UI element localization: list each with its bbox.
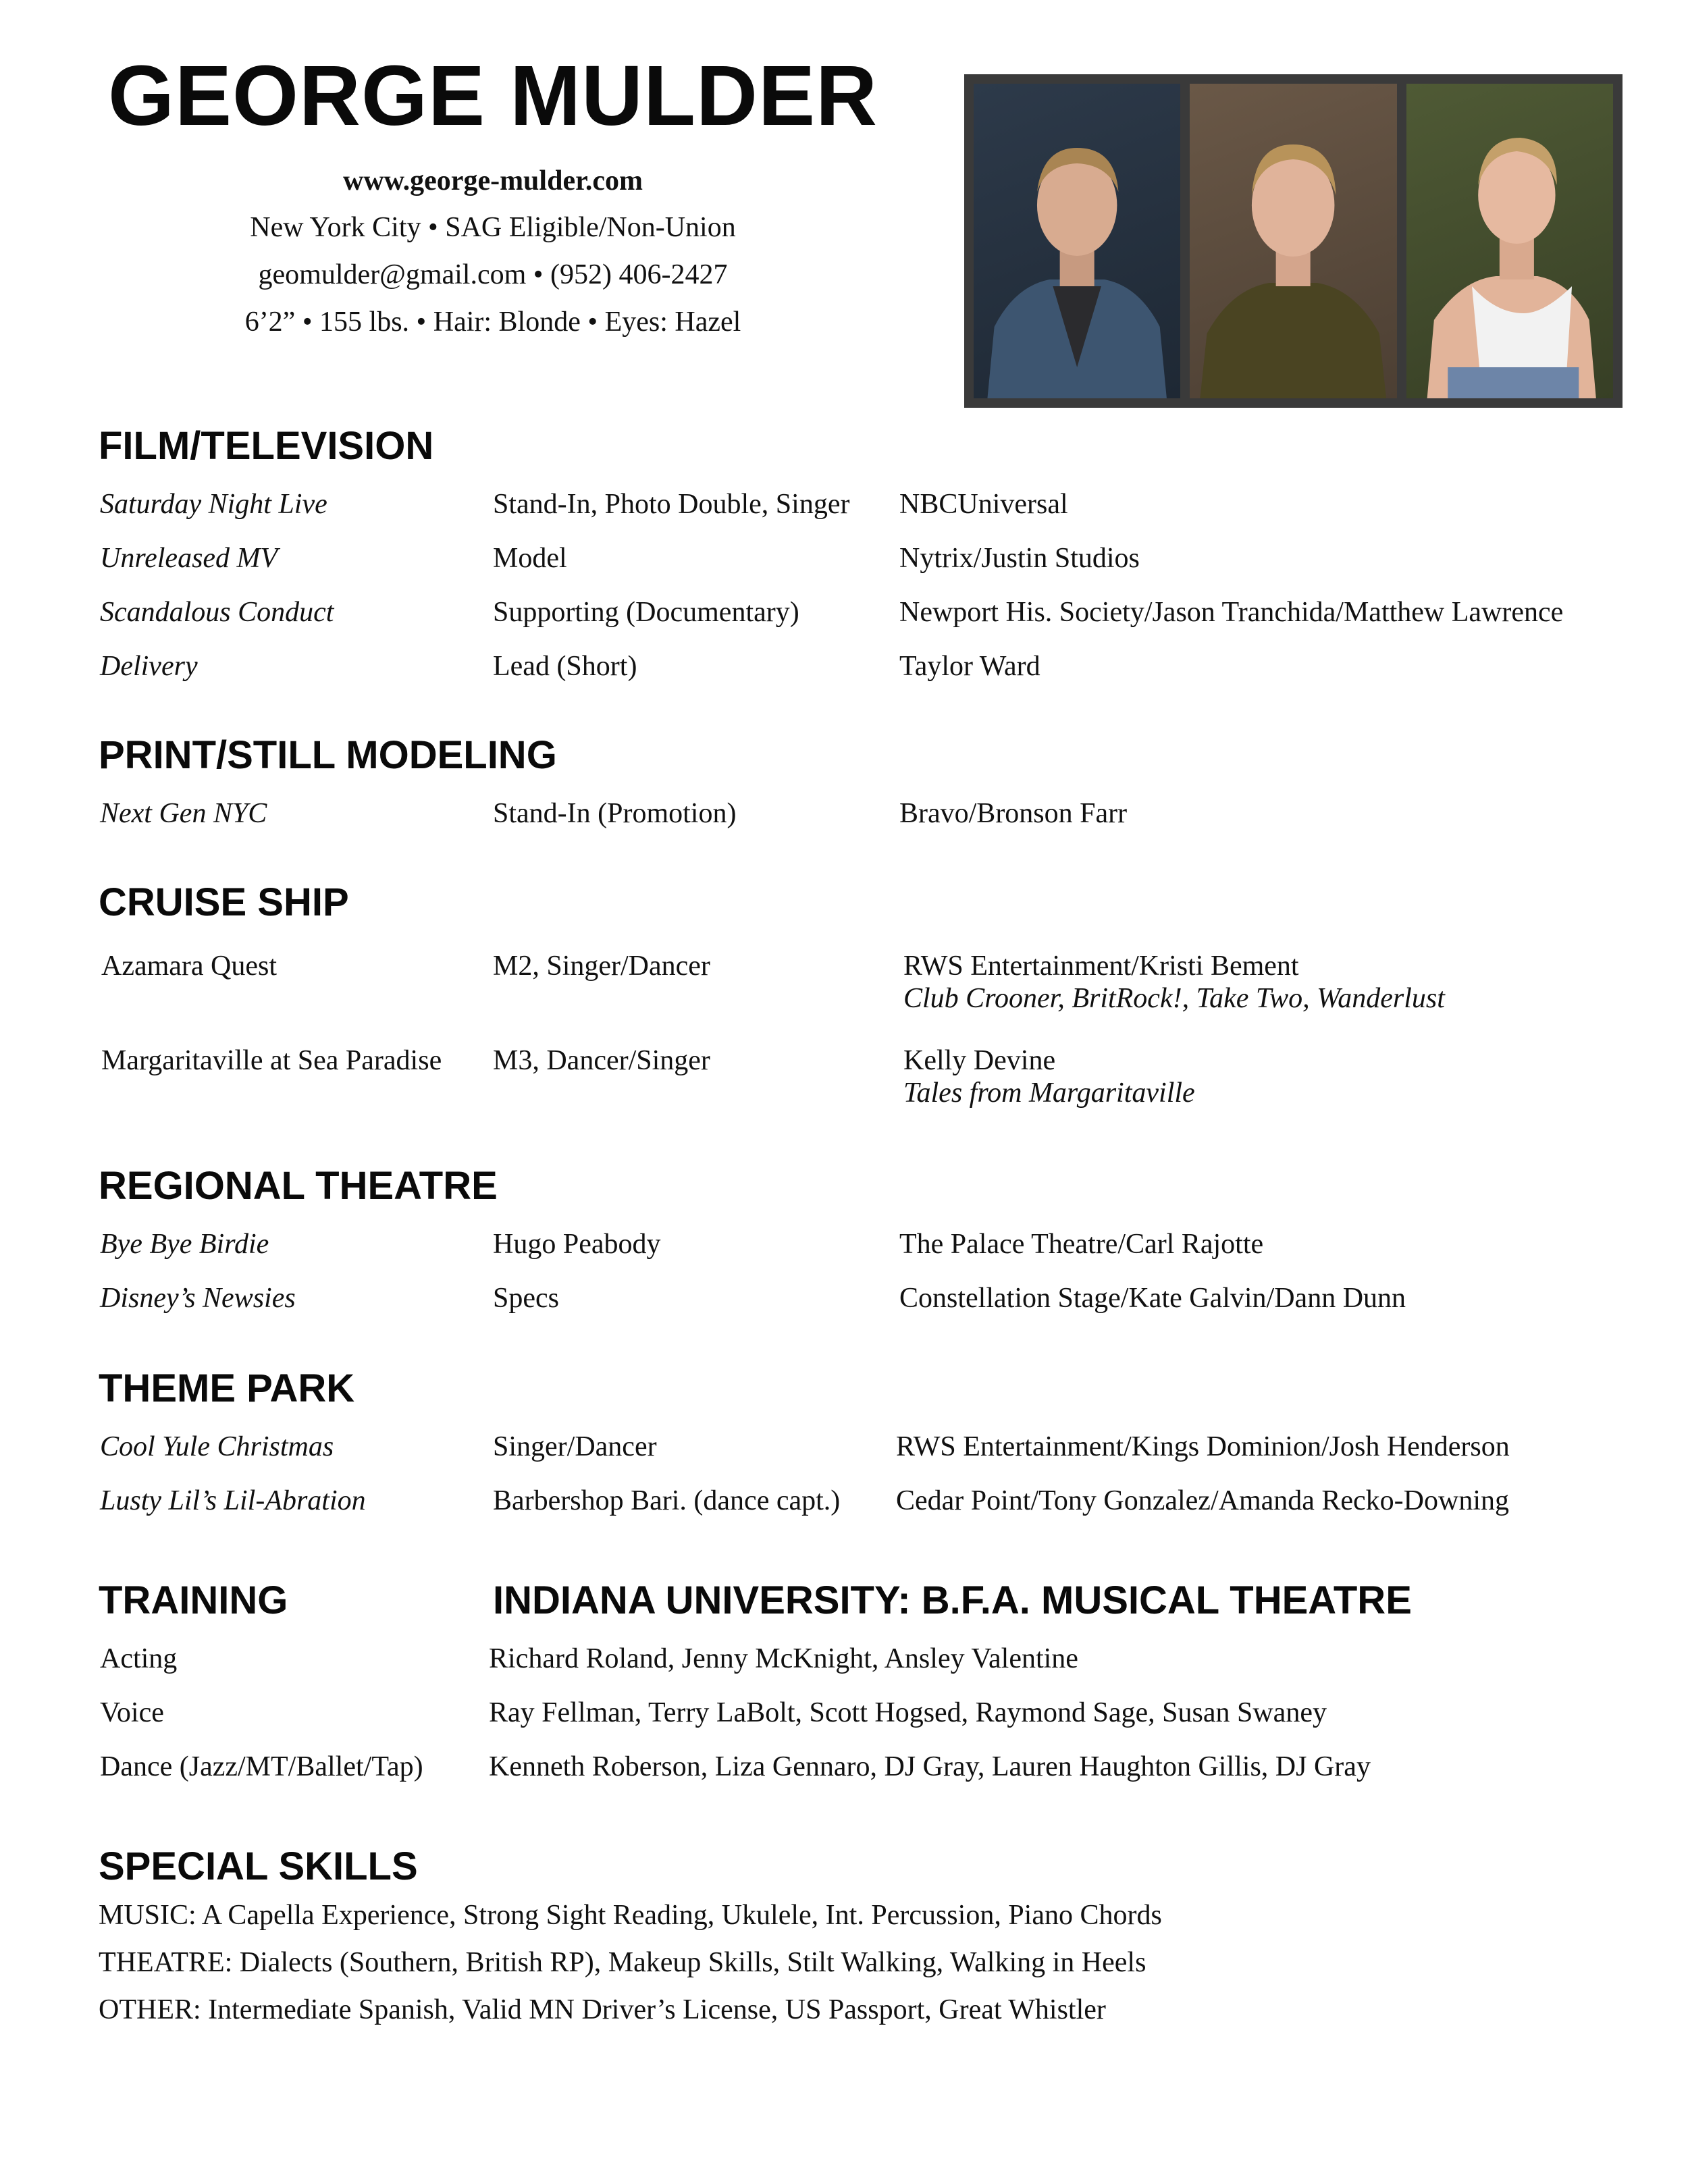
credit-row bbox=[0, 541, 1688, 582]
training-school: INDIANA UNIVERSITY: B.F.A. MUSICAL THEATRE bbox=[493, 1578, 1412, 1622]
training-instructors: Ray Fellman, Terry LaBolt, Scott Hogsed, Raymond Sage, Susan Swaney bbox=[489, 1697, 1327, 1728]
credit-role: Lead (Short) bbox=[493, 651, 637, 682]
training-discipline: Acting bbox=[100, 1643, 178, 1674]
credit-company: NBCUniversal bbox=[899, 489, 1068, 520]
credit-row bbox=[0, 949, 1688, 1017]
credit-row bbox=[0, 1484, 1688, 1524]
credit-row bbox=[0, 487, 1688, 528]
credit-title: Lusty Lil’s Lil-Abration bbox=[100, 1485, 366, 1516]
section-heading-regional: REGIONAL THEATRE bbox=[99, 1164, 498, 1208]
credit-show-list: Club Crooner, BritRock!, Take Two, Wanderlust bbox=[903, 983, 1445, 1014]
credit-role: Singer/Dancer bbox=[493, 1431, 657, 1462]
credit-company: Kelly Devine bbox=[903, 1045, 1056, 1076]
training-discipline: Voice bbox=[100, 1697, 164, 1728]
performer-name: GEORGE MULDER bbox=[107, 48, 878, 143]
training-row bbox=[0, 1696, 1688, 1736]
credit-company: Newport His. Society/Jason Tranchida/Matthew Lawrence bbox=[899, 597, 1564, 628]
credit-row bbox=[0, 1430, 1688, 1470]
credit-role: Hugo Peabody bbox=[493, 1229, 661, 1260]
credit-company: Cedar Point/Tony Gonzalez/Amanda Recko-Downing bbox=[896, 1485, 1510, 1516]
physical-stats: 6’2” • 155 lbs. • Hair: Blonde • Eyes: Hazel bbox=[244, 307, 741, 338]
section-heading-training: TRAINING bbox=[99, 1578, 288, 1622]
credit-row bbox=[0, 1044, 1688, 1111]
credit-company: RWS Entertainment/Kings Dominion/Josh Henderson bbox=[896, 1431, 1510, 1462]
credit-show-list: Tales from Margaritaville bbox=[903, 1077, 1195, 1109]
credit-company: RWS Entertainment/Kristi Bement bbox=[903, 951, 1299, 982]
credit-title: Unreleased MV bbox=[100, 543, 278, 574]
skills-music: MUSIC: A Capella Experience, Strong Sight Reading, Ukulele, Int. Percussion, Piano Chords bbox=[99, 1900, 1162, 1931]
section-heading-film-tv: FILM/TELEVISION bbox=[99, 424, 434, 468]
credit-row bbox=[0, 649, 1688, 690]
section-heading-print: PRINT/STILL MODELING bbox=[99, 733, 557, 777]
credit-title: Saturday Night Live bbox=[100, 489, 327, 520]
headshot-white-tank bbox=[1406, 84, 1613, 398]
credit-row bbox=[0, 1227, 1688, 1268]
credit-company: Constellation Stage/Kate Galvin/Dann Dunn bbox=[899, 1283, 1406, 1314]
credit-role: Barbershop Bari. (dance capt.) bbox=[493, 1485, 841, 1516]
credit-role: M3, Dancer/Singer bbox=[493, 1045, 710, 1076]
headshot-strip bbox=[964, 74, 1623, 408]
credit-title: Disney’s Newsies bbox=[100, 1283, 296, 1314]
credit-title: Next Gen NYC bbox=[100, 798, 267, 829]
email-phone[interactable]: geomulder@gmail.com • (952) 406-2427 bbox=[258, 259, 728, 290]
section-heading-skills: SPECIAL SKILLS bbox=[99, 1844, 418, 1888]
credit-title: Scandalous Conduct bbox=[100, 597, 334, 628]
training-row bbox=[0, 1750, 1688, 1790]
credit-row bbox=[0, 797, 1688, 837]
credit-role: Stand-In (Promotion) bbox=[493, 798, 737, 829]
skills-other: OTHER: Intermediate Spanish, Valid MN Driver’s License, US Passport, Great Whistler bbox=[99, 1994, 1106, 2025]
training-row bbox=[0, 1642, 1688, 1682]
training-discipline: Dance (Jazz/MT/Ballet/Tap) bbox=[100, 1751, 423, 1782]
skills-theatre: THEATRE: Dialects (Southern, British RP), Makeup Skills, Stilt Walking, Walking in Heels bbox=[99, 1947, 1146, 1978]
credit-company: Bravo/Bronson Farr bbox=[899, 798, 1128, 829]
credit-row bbox=[0, 595, 1688, 636]
credit-role: Specs bbox=[493, 1283, 559, 1314]
training-instructors: Kenneth Roberson, Liza Gennaro, DJ Gray, Lauren Haughton Gillis, DJ Gray bbox=[489, 1751, 1371, 1782]
credit-company: Nytrix/Justin Studios bbox=[899, 543, 1140, 574]
section-heading-theme-park: THEME PARK bbox=[99, 1366, 355, 1410]
credit-role: M2, Singer/Dancer bbox=[493, 951, 710, 982]
credit-row bbox=[0, 1281, 1688, 1322]
credit-title: Azamara Quest bbox=[101, 951, 278, 982]
training-instructors: Richard Roland, Jenny McKnight, Ansley Valentine bbox=[489, 1643, 1078, 1674]
section-heading-cruise: CRUISE SHIP bbox=[99, 880, 349, 924]
credit-company: Taylor Ward bbox=[899, 651, 1040, 682]
credit-title: Margaritaville at Sea Paradise bbox=[101, 1045, 442, 1076]
credit-role: Model bbox=[493, 543, 567, 574]
website-link[interactable]: www.george-mulder.com bbox=[342, 165, 643, 196]
credit-role: Stand-In, Photo Double, Singer bbox=[493, 489, 850, 520]
credit-title: Cool Yule Christmas bbox=[100, 1431, 334, 1462]
location-union-status: New York City • SAG Eligible/Non-Union bbox=[250, 212, 736, 243]
credit-company: The Palace Theatre/Carl Rajotte bbox=[899, 1229, 1264, 1260]
headshot-olive-tee bbox=[1190, 84, 1396, 398]
headshot-denim-jacket bbox=[974, 84, 1180, 398]
credit-title: Delivery bbox=[100, 651, 198, 682]
credit-role: Supporting (Documentary) bbox=[493, 597, 799, 628]
credit-title: Bye Bye Birdie bbox=[100, 1229, 269, 1260]
